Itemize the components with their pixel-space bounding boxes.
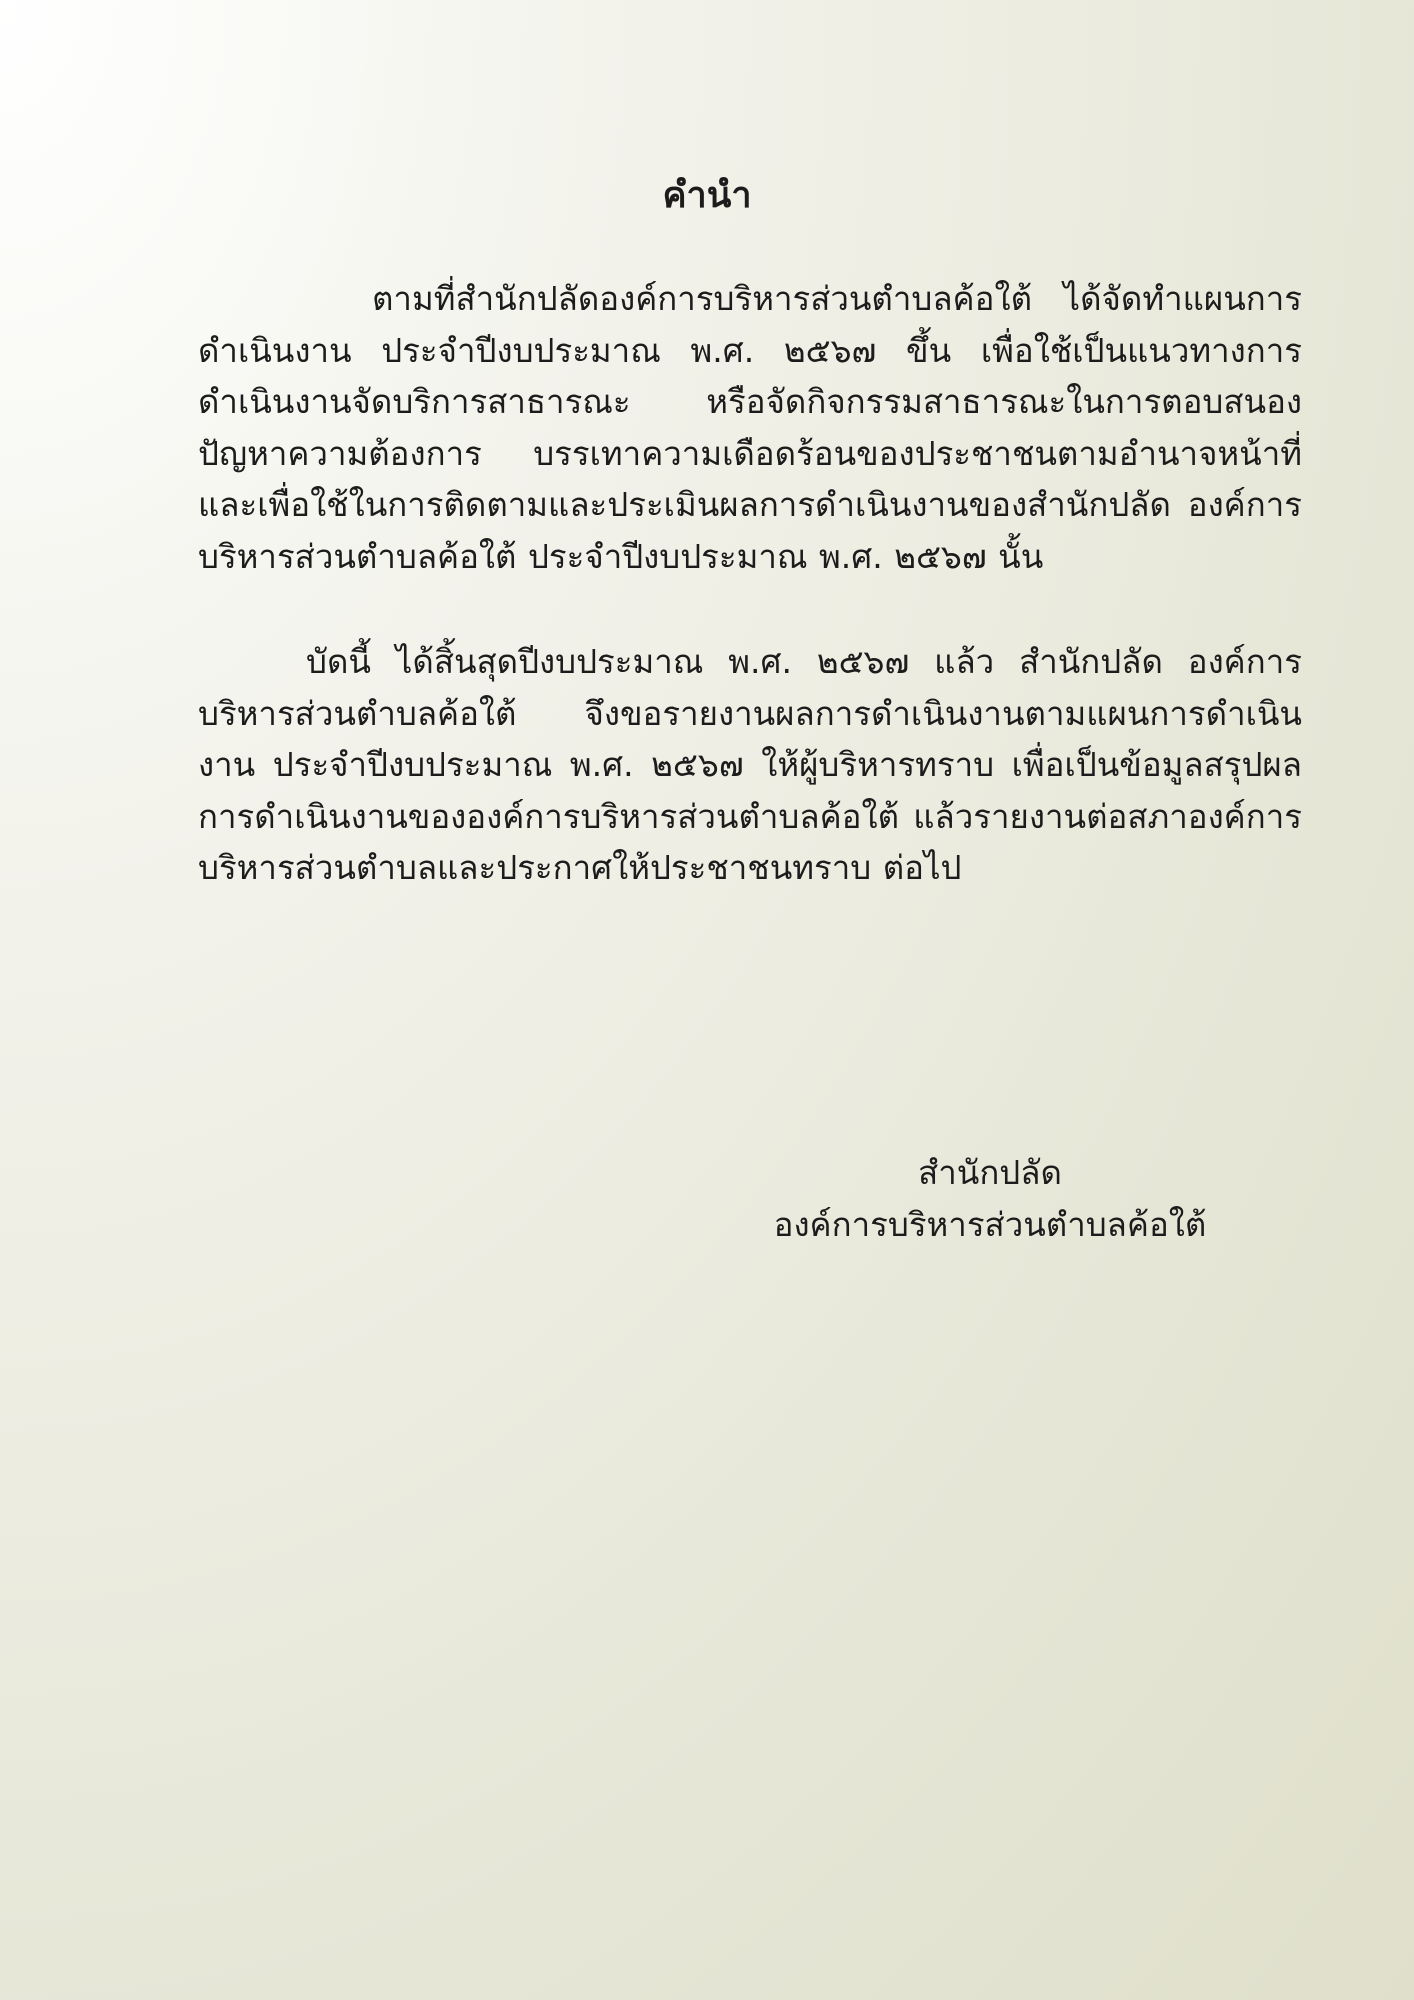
intro-paragraph-1: ตามที่สำนักปลัดองค์การบริหารส่วนตำบลค้อใต้ ได้จัดทำแผนการดำเนินงาน ประจำปีงบประมาณ พ.ศ. ๒๕๖๗ ขึ้น เพื่อใช้เป็นแนวทางการดำเนินงานจัดบริการสาธารณะ หรือจัดกิจกรรมสาธารณะในการตอบสนองปัญหาความต้องการ บรรเทาความเดือดร้อนของประชาชนตามอำนาจหน้าที่ และเพื่อใช้ในการติดตามและประเมินผลการดำเนินงานของสำนักปลัด องค์การบริหารส่วนตำบลค้อใต้ ประจำปีงบประมาณ พ.ศ. ๒๕๖๗ นั้น <box>198 279 1302 576</box>
signature-block <box>700 1147 1280 1251</box>
signature-office: สำนักปลัด <box>918 1153 1062 1192</box>
intro-paragraph-2: บัดนี้ ได้สิ้นสุดปีงบประมาณ พ.ศ. ๒๕๖๗ แล้ว สำนักปลัด องค์การบริหารส่วนตำบลค้อใต้ จึงขอรายงานผลการดำเนินงานตามแผนการดำเนินงาน ประจำปีงบประมาณ พ.ศ. ๒๕๖๗ ให้ผู้บริหารทราบ เพื่อเป็นข้อมูลสรุปผลการดำเนินงานขององค์การบริหารส่วนตำบลค้อใต้ แล้วรายงานต่อสภาองค์การบริหารส่วนตำบลและประกาศให้ประชาชนทราบ ต่อไป <box>198 642 1302 887</box>
signature-organization: องค์การบริหารส่วนตำบลค้อใต้ <box>773 1205 1207 1244</box>
document-title: คำนำ <box>662 175 752 216</box>
